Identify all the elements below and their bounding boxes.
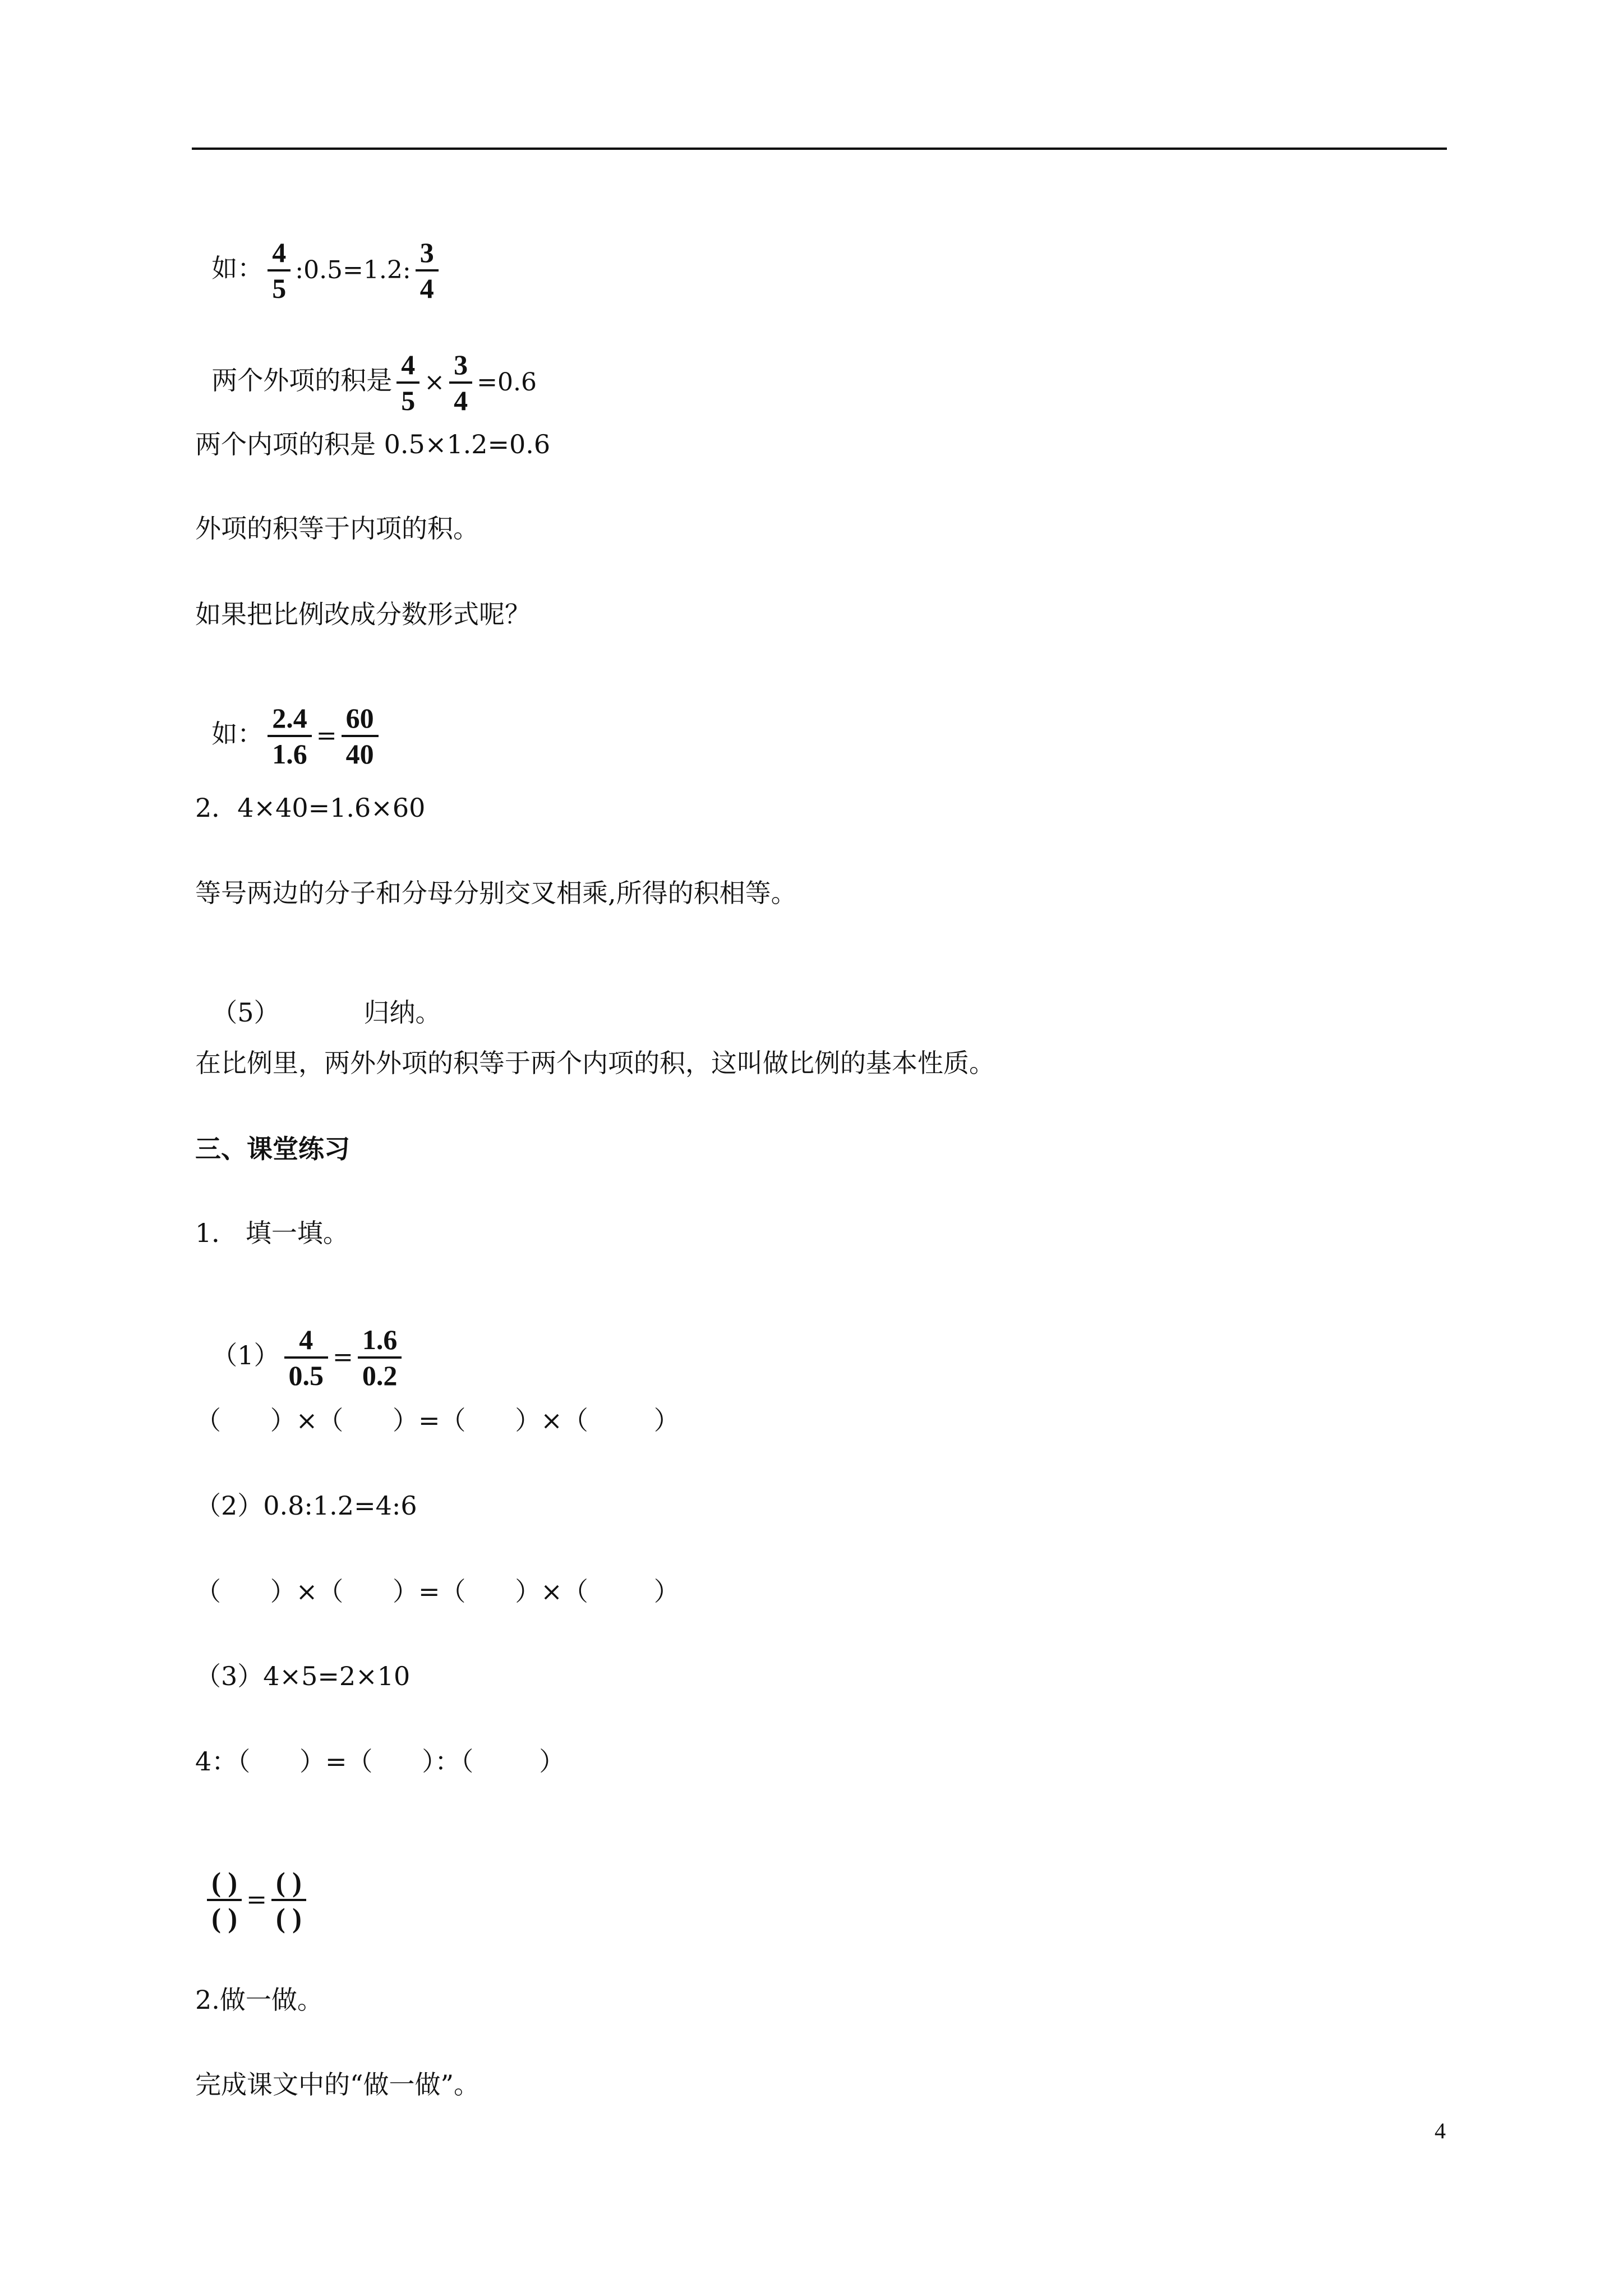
denominator: 1.6 [272, 738, 307, 770]
question-1-title: 1． 填一填。 [195, 1218, 349, 1248]
fraction [358, 1323, 402, 1392]
fraction [416, 236, 439, 305]
numerator: ( ) [271, 1865, 306, 1901]
equals-sign: = [316, 721, 337, 750]
ratio-middle: :0.5=1.2: [295, 256, 411, 284]
times-sign: × [424, 368, 445, 397]
step-number: （5） [211, 997, 280, 1028]
fraction [268, 701, 312, 771]
fraction-question: 如果把比例改成分数形式呢？ [195, 599, 531, 629]
denominator: ( ) [275, 1902, 302, 1934]
section-3-title: 三、课堂练习 [195, 1134, 350, 1164]
outer-result: =0.6 [477, 368, 537, 397]
fill-blank-line-1: （ ）×（ ）=（ ）×（ ） [195, 1405, 680, 1435]
equals-sign: = [246, 1885, 267, 1914]
cross-multiply-description: 等号两边的分子和分母分别交叉相乘,所得的积相等。 [195, 878, 797, 908]
fraction [396, 348, 419, 417]
numerator: 4 [268, 236, 291, 272]
denominator: 0.2 [362, 1360, 398, 1391]
item-number: （1） [211, 1340, 280, 1370]
question-1-1 [195, 1289, 406, 1392]
fraction [284, 1323, 329, 1392]
fraction [271, 1865, 306, 1935]
conclusion-text: 在比例里，两外外项的积等于两个内项的积，这叫做比例的基本性质。 [195, 1048, 995, 1078]
example-fraction-2 [195, 668, 383, 771]
equal-statement: 外项的积等于内项的积。 [195, 513, 479, 544]
denominator: ( ) [211, 1902, 238, 1934]
fraction [449, 348, 472, 417]
fraction [207, 1865, 242, 1935]
numerator: 60 [342, 701, 379, 737]
numerator: 4 [396, 348, 419, 384]
denominator: 4 [454, 385, 468, 416]
equals-sign: = [333, 1343, 353, 1372]
numerator: 2.4 [268, 701, 312, 737]
inner-product-line: 两个内项的积是 0.5×1.2=0.6 [195, 429, 551, 459]
fill-blank-ratio: 4：（ ）=（ ）：（ ） [195, 1746, 565, 1777]
numerator: 1.6 [358, 1323, 402, 1359]
numerator: 3 [416, 236, 439, 272]
outer-prefix: 两个外项的积是 [211, 365, 393, 395]
cross-product-line: 2．4×40=1.6×60 [195, 793, 426, 823]
example-prefix: 如： [211, 719, 264, 749]
numerator: 3 [449, 348, 472, 384]
outer-product-line [195, 314, 537, 417]
fill-blank-fraction [191, 1832, 311, 1935]
denominator: 40 [345, 738, 374, 770]
denominator: 5 [272, 273, 287, 304]
numerator: ( ) [207, 1865, 242, 1901]
fraction [342, 701, 379, 771]
fraction [268, 236, 291, 305]
header-rule [192, 148, 1447, 150]
example-ratio-1 [195, 202, 443, 305]
example-prefix: 如： [211, 253, 264, 283]
denominator: 4 [419, 273, 434, 304]
question-1-2: （2）0.8:1.2=4:6 [195, 1490, 417, 1521]
fill-blank-line-2: （ ）×（ ）=（ ）×（ ） [195, 1576, 680, 1607]
question-2-description: 完成课文中的“做一做”。 [195, 2069, 480, 2100]
page-number: 4 [1435, 2118, 1446, 2143]
step-label: 归纳。 [363, 997, 441, 1028]
question-2-title: 2.做一做。 [195, 1985, 323, 2015]
step-5-line [195, 962, 441, 1029]
question-1-3: （3）4×5=2×10 [195, 1661, 411, 1691]
numerator: 4 [284, 1323, 329, 1359]
denominator: 5 [401, 385, 416, 416]
denominator: 0.5 [288, 1360, 324, 1391]
